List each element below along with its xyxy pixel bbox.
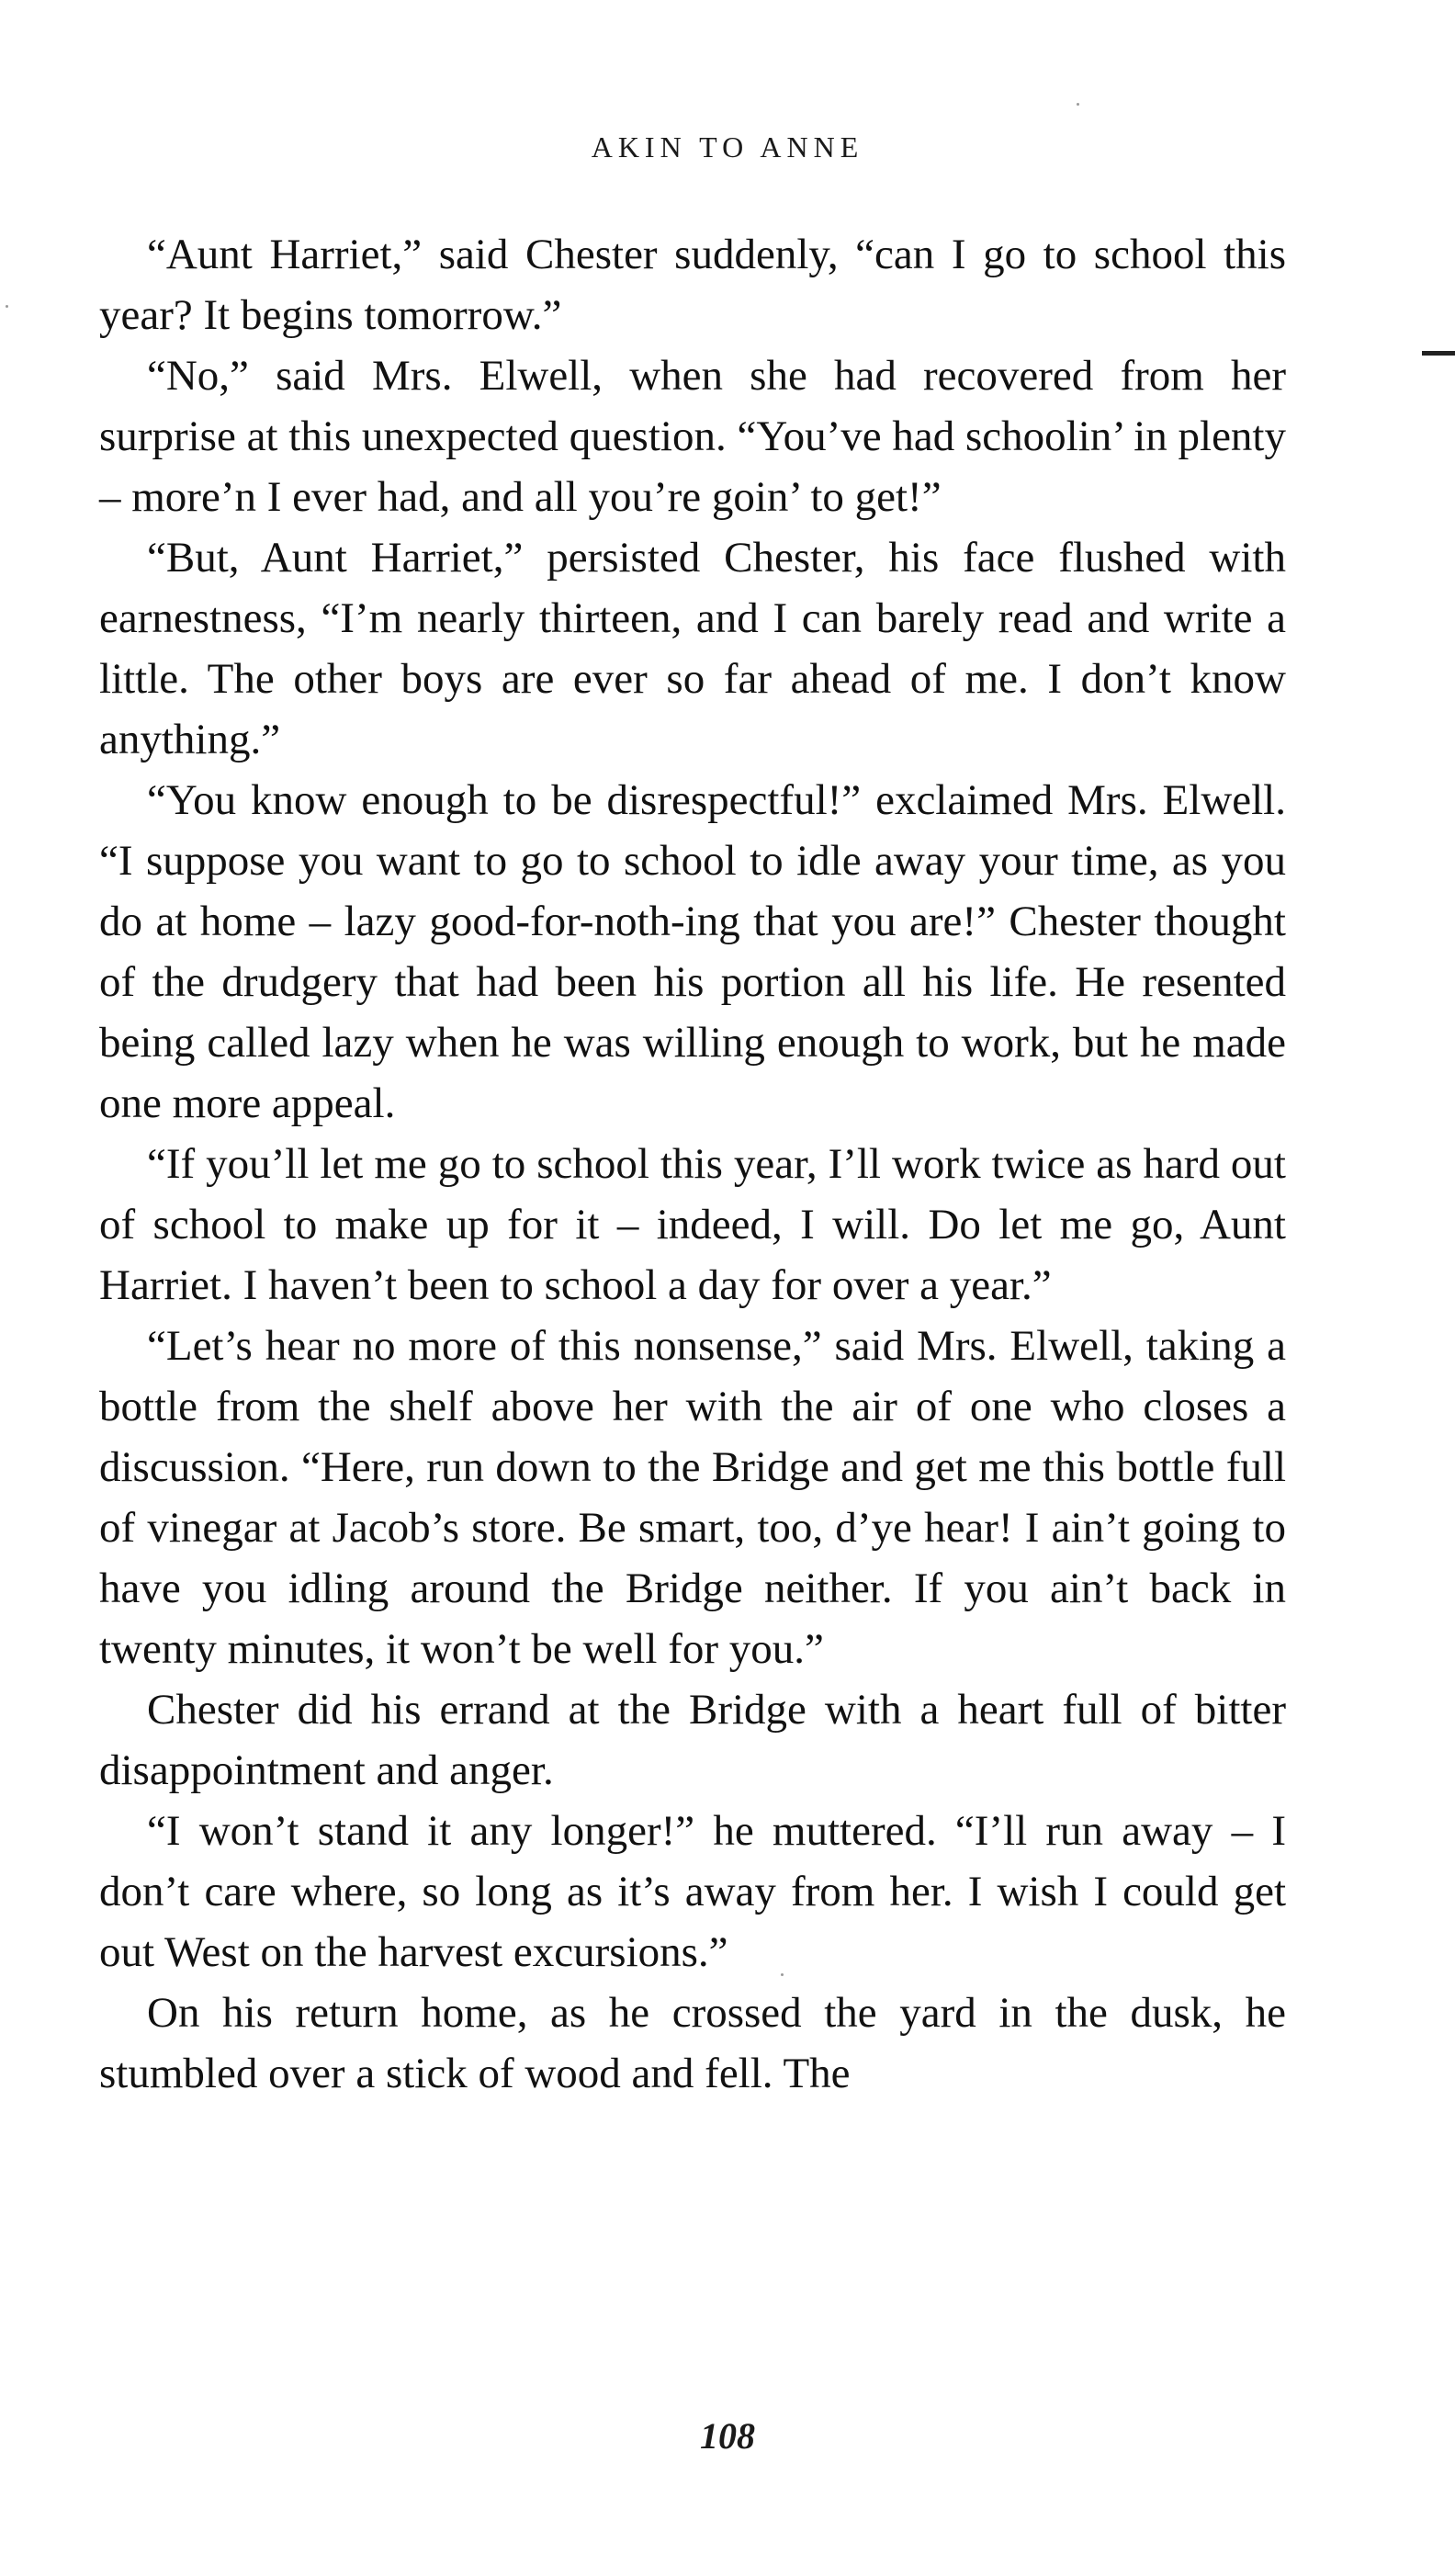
- scan-speck: [6, 305, 8, 308]
- body-text: [99, 224, 1286, 2104]
- scan-speck: [781, 1973, 784, 1976]
- paragraph: “No,” said Mrs. Elwell, when she had recovered from her surprise at this unexpected question. “You’ve had schoolin’ in plenty – more’n I ever had, and all you’re goin’ to get!”: [99, 352, 1286, 521]
- margin-mark: [1422, 351, 1455, 356]
- paragraph: “Let’s hear no more of this nonsense,” said Mrs. Elwell, taking a bottle from the shelf above her with the air of one who closes a discussion. “Here, run down to the Bridge and get me this bottle full of vinegar at Jacob’s store. Be smart, too, d’ye hear! I ain’t going to have you idling around the Bridge neither. If you ain’t back in twenty minutes, it won’t be well for you.”: [99, 1322, 1286, 1673]
- paragraph: “Aunt Harriet,” said Chester suddenly, “can I go to school this year? It begins tomorrow.”: [99, 231, 1286, 339]
- paragraph: “You know enough to be disrespectful!” exclaimed Mrs. Elwell. “I suppose you want to go to school to idle away your time, as you do at home – lazy good-for-noth-ing that you are!” Chester thought of the drudgery that had been his portion all his life. He resented being called lazy when he was willing enough to work, but he made one more appeal.: [99, 776, 1286, 1127]
- page-number: 108: [700, 2415, 755, 2457]
- paragraph: “But, Aunt Harriet,” persisted Chester, his face flushed with earnestness, “I’m nearly thirteen, and I can barely read and write a little. The other boys are ever so far ahead of me. I don’t know anything.”: [99, 534, 1286, 763]
- scan-speck: [1077, 103, 1079, 106]
- running-head: AKIN TO ANNE: [591, 130, 864, 164]
- paragraph: On his return home, as he crossed the yard in the dusk, he stumbled over a stick of wood and fell. The: [99, 1989, 1286, 2097]
- paragraph: “If you’ll let me go to school this year, I’ll work twice as hard out of school to make up for it – indeed, I will. Do let me go, Aunt Harriet. I haven’t been to school a day for over a year.”: [99, 1140, 1286, 1309]
- paragraph: Chester did his errand at the Bridge with a heart full of bitter disappointment and anger.: [99, 1686, 1286, 1794]
- paragraph: “I won’t stand it any longer!” he muttered. “I’ll run away – I don’t care where, so long as it’s away from her. I wish I could get out West on the harvest excursions.”: [99, 1807, 1286, 1976]
